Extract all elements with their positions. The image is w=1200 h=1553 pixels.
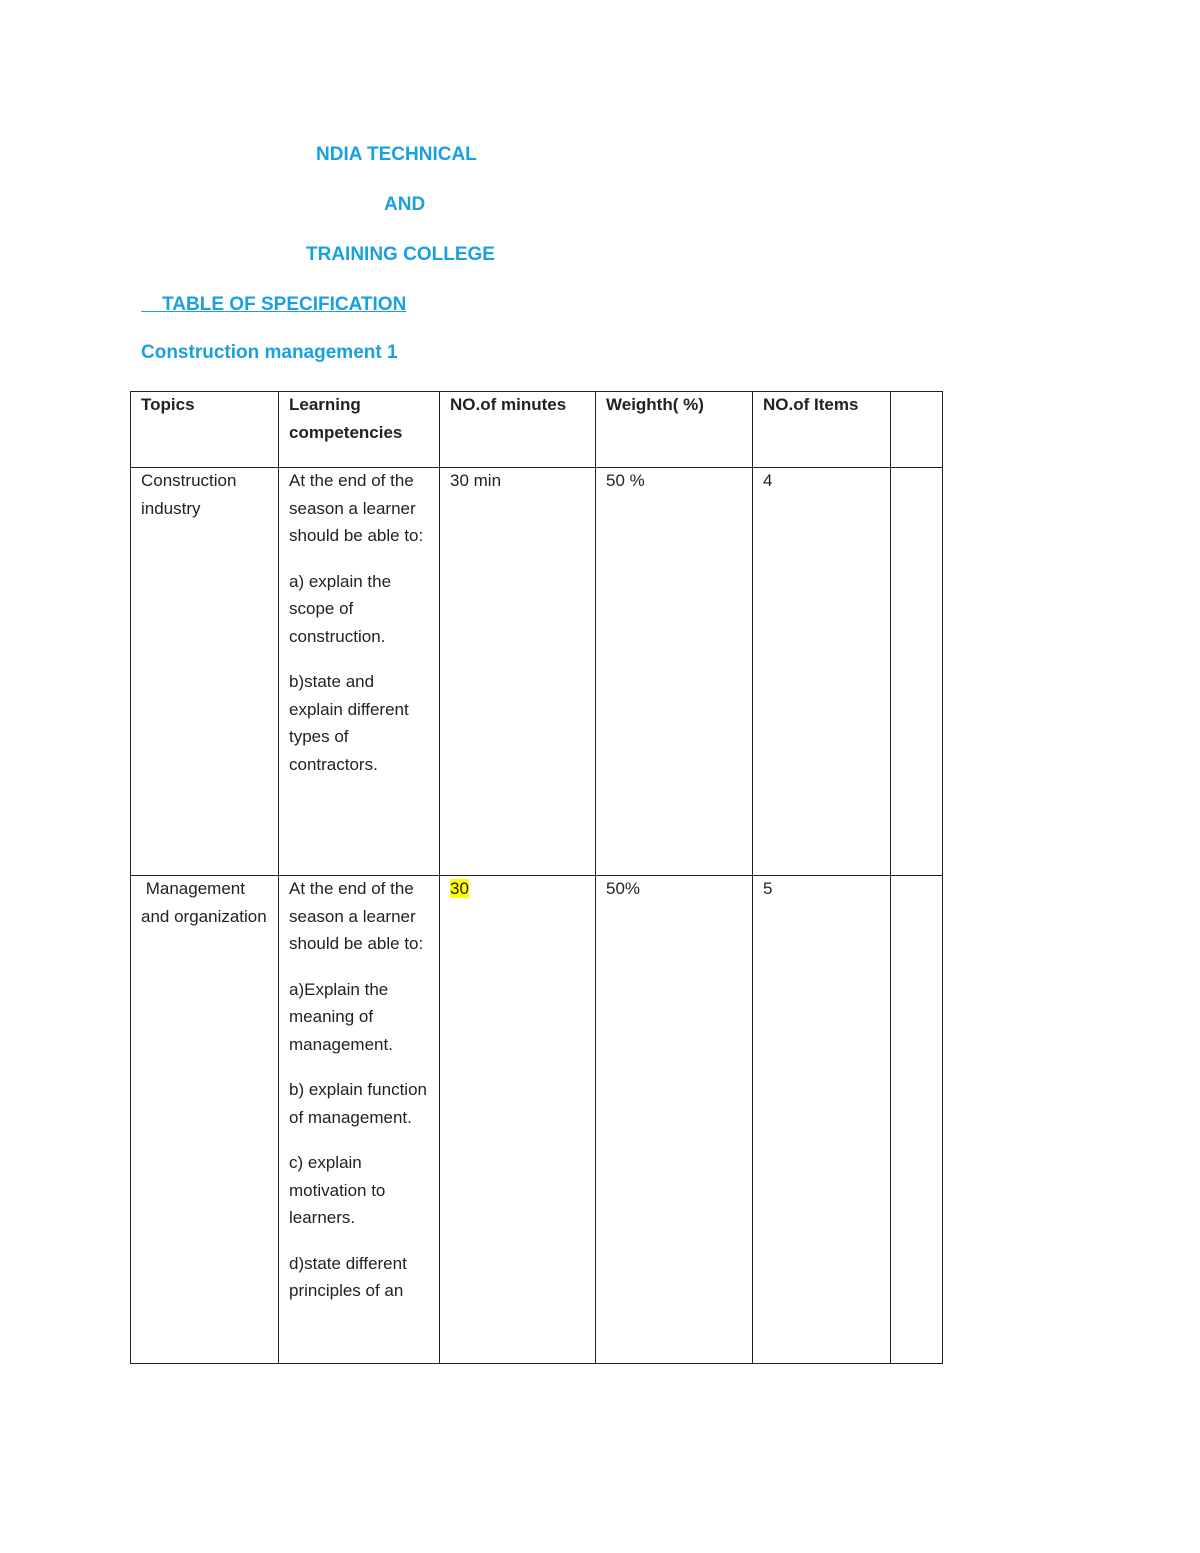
- column-header: Weighth( %): [596, 392, 753, 468]
- items-cell: 4: [753, 468, 891, 876]
- competency-text: At the end of the season a learner should be able to:: [289, 471, 424, 545]
- column-header: NO.of minutes: [440, 392, 596, 468]
- column-header: NO.of Items: [753, 392, 891, 468]
- extra-cell: [891, 468, 943, 876]
- column-header: Topics: [131, 392, 279, 468]
- institution-name-line1: NDIA TECHNICAL: [316, 144, 477, 165]
- institution-name-line3: TRAINING COLLEGE: [306, 244, 495, 265]
- institution-name-line2: AND: [384, 194, 426, 215]
- topic-cell: Management and organization: [131, 876, 279, 1364]
- document-title: TABLE OF SPECIFICATION: [141, 294, 407, 315]
- minutes-cell: [440, 876, 596, 1364]
- specification-table: [130, 391, 943, 1364]
- topic-cell: Construction industry: [131, 468, 279, 876]
- items-cell: 5: [753, 876, 891, 1364]
- minutes-cell: 30 min: [440, 468, 596, 876]
- competency-text: a) explain the scope of construction.: [289, 571, 392, 646]
- weight-cell: 50 %: [596, 468, 753, 876]
- competencies-cell: [279, 876, 440, 1364]
- table-row: [131, 876, 943, 1364]
- table-row: [131, 468, 943, 876]
- competency-text: a)Explain the meaning of management.: [289, 979, 393, 1054]
- competency-text: c) explain motivation to learners.: [289, 1153, 386, 1227]
- table-header-row: [131, 392, 943, 468]
- competency-text: d)state different principles of an: [289, 1253, 407, 1300]
- weight-cell: 50%: [596, 876, 753, 1364]
- extra-cell: [891, 876, 943, 1364]
- competency-text: b)state and explain different types of contractors.: [289, 672, 409, 774]
- competency-text: At the end of the season a learner should be able to:: [289, 879, 424, 953]
- competency-text: b) explain function of management.: [289, 1080, 427, 1127]
- column-header: Learning competencies: [279, 392, 440, 468]
- highlighted-minutes: 30: [450, 879, 469, 898]
- column-header: [891, 392, 943, 468]
- competencies-cell: [279, 468, 440, 876]
- subject-title: Construction management 1: [141, 342, 398, 363]
